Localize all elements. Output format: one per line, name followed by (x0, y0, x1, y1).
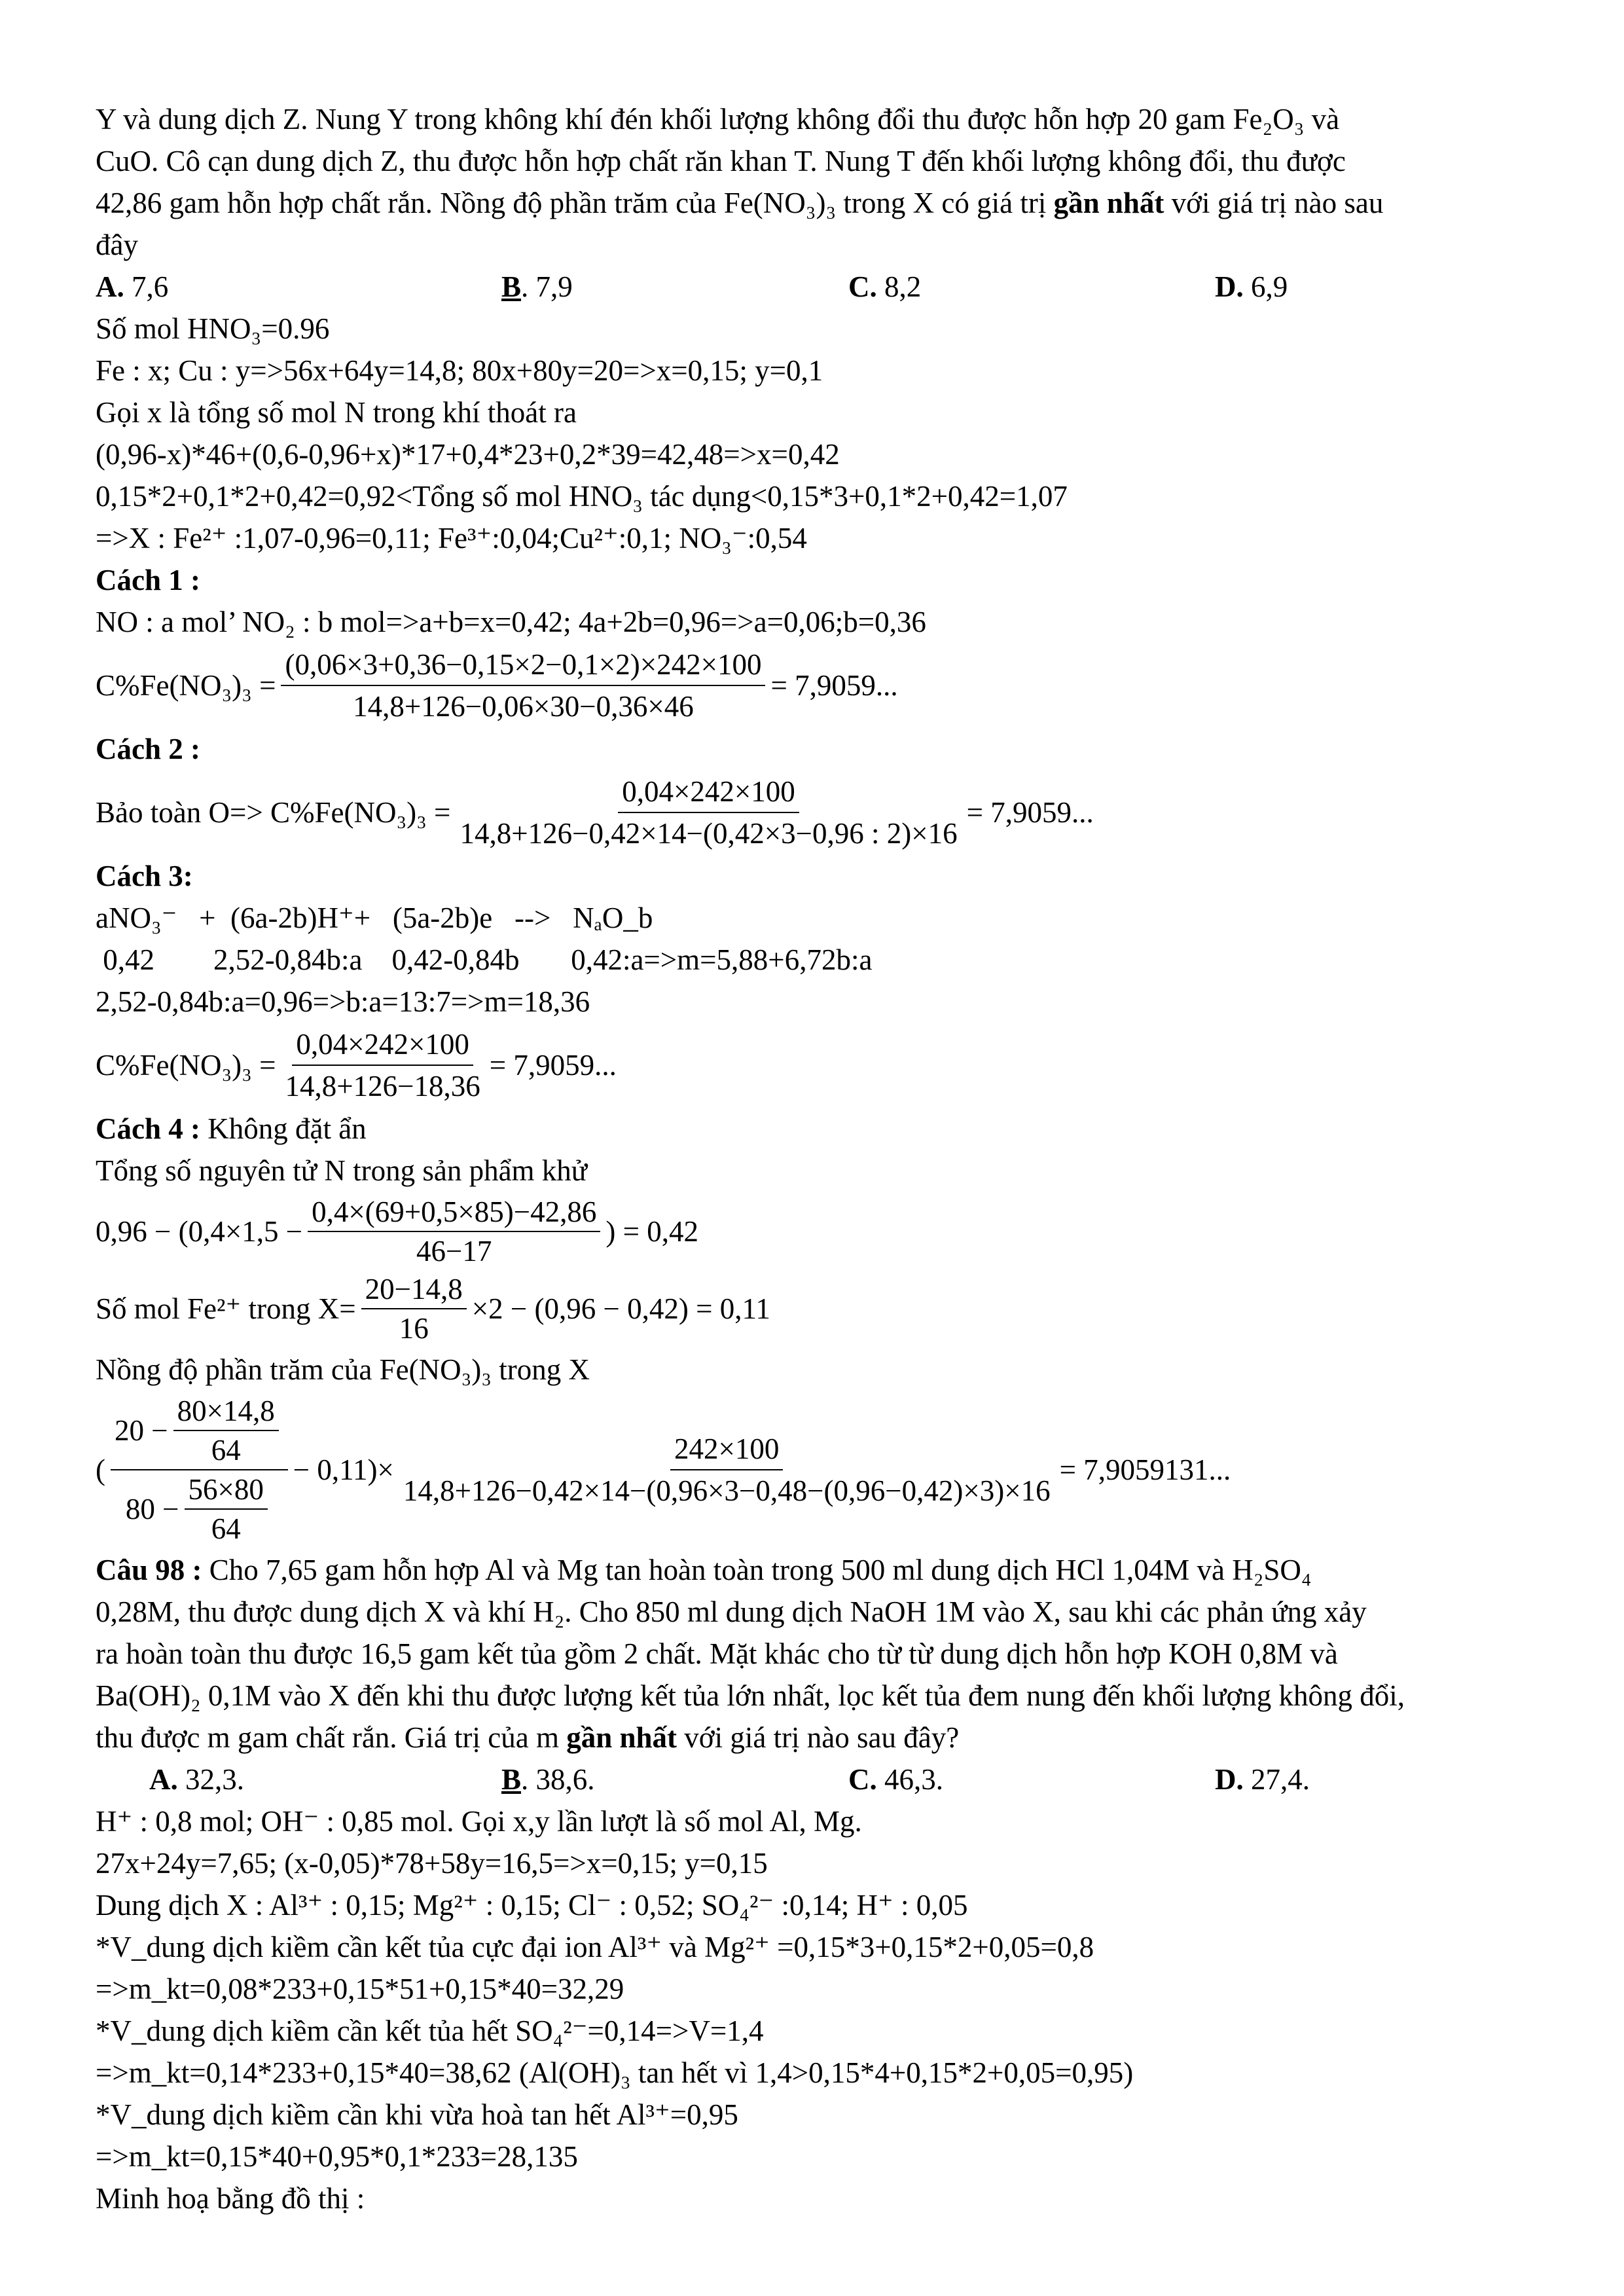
question-97-text: 42,86 gam hỗn hợp chất rắn. Nồng độ phần trăm của Fe(NO₃)₃ trong X có giá trị (96, 187, 1054, 219)
fraction (308, 1194, 600, 1269)
emphasis-gan-nhat: gần nhất (1053, 187, 1164, 219)
question-98-text-line-4: Ba(OH)₂ 0,1M vào X đến khi thu được lượng kết tủa lớn nhất, lọc kết tủa đem nung đến khối lượng không đổi, (96, 1679, 1405, 1712)
term: 20 − (115, 1414, 168, 1447)
equation-lhs: C%Fe(NO₃)₃ = (96, 669, 276, 702)
option-c (848, 266, 1215, 308)
question-97-text-line-4: đây (96, 228, 138, 261)
equation-result: = 7,9059131... (1059, 1453, 1231, 1486)
method-title: Cách 3: (96, 860, 193, 892)
option-d (1215, 1758, 1477, 1800)
option-value: 46,3. (876, 1763, 943, 1796)
denominator: 16 (399, 1312, 429, 1345)
fraction (456, 773, 961, 852)
solution-line: Fe : x; Cu : y=>56x+64y=14,8; 80x+80y=20=>x=0,15; y=0,1 (96, 354, 823, 387)
method-title: Cách 4 : (96, 1112, 200, 1145)
solution-line: Số mol HNO₃=0.96 (96, 312, 330, 345)
option-d (1215, 266, 1477, 308)
solution-line: =>m_kt=0,14*233+0,15*40=38,62 (Al(OH)₃ tan hết vì 1,4>0,15*4+0,15*2+0,05=0,95) (96, 2056, 1134, 2089)
solution-line: Gọi x là tổng số mol N trong khí thoát ra (96, 396, 577, 429)
question-98-text-line-1 (96, 1549, 1555, 1591)
question-97-text-line-1: Y và dung dịch Z. Nung Y trong không khí đén khối lượng không đổi thu được hỗn hợp 20 gam Fe₂O₃ và (96, 103, 1340, 136)
equation-lhs: 0,96 − (0,4×1,5 − (96, 1215, 303, 1248)
solution-line: *V_dung dịch kiềm cần kết tủa hết SO₄²⁻=0,14=>V=1,4 (96, 2014, 764, 2047)
method-subtitle: Không đặt ẩn (200, 1112, 367, 1145)
numerator: 0,4×(69+0,5×85)−42,86 (308, 1194, 600, 1232)
equation-method-1 (96, 646, 1555, 725)
emphasis-gan-nhat: gần nhất (566, 1721, 677, 1754)
question-97-text: với giá trị nào sau (1164, 187, 1384, 219)
option-letter-correct: B (501, 270, 522, 303)
option-letter: A. (149, 1763, 178, 1796)
option-letter: C. (848, 270, 877, 303)
method-3-heading (96, 855, 1555, 897)
solution-line: *V_dung dịch kiềm cần kết tủa cực đại ion Al³⁺ và Mg²⁺ =0,15*3+0,15*2+0,05=0,8 (96, 1931, 1094, 1963)
question-97-text-line-2: CuO. Cô cạn dung dịch Z, thu được hỗn hợp chất răn khan T. Nung T đến khối lượng không đổi, thu được (96, 145, 1346, 177)
option-value: 32,3. (177, 1763, 244, 1796)
compound-numerator (111, 1393, 288, 1470)
equation-method-4-fe (96, 1271, 1555, 1346)
question-98-text: thu được m gam chất rắn. Giá trị của m (96, 1721, 567, 1754)
method-title: Cách 2 : (96, 733, 200, 765)
equation-method-2 (96, 773, 1555, 852)
option-value: 27,4. (1243, 1763, 1310, 1796)
question-98-text: Cho 7,65 gam hỗn hợp Al và Mg tan hoàn toàn trong 500 ml dung dịch HCl 1,04M và H₂SO₄ (202, 1554, 1312, 1586)
numerator: 20−14,8 (361, 1271, 467, 1309)
numerator: 56×80 (185, 1472, 268, 1510)
solution-line: =>m_kt=0,15*40+0,95*0,1*233=28,135 (96, 2140, 578, 2173)
solution-line: NO : a mol’ NO₂ : b mol=>a+b=x=0,42; 4a+2b=0,96=>a=0,06;b=0,36 (96, 606, 926, 638)
solution-line: Nồng độ phần trăm của Fe(NO₃)₃ trong X (96, 1353, 590, 1386)
solution-line: Tổng số nguyên tử N trong sản phẩm khử (96, 1154, 588, 1187)
reaction-values-line: 0,42 2,52-0,84b:a 0,42-0,84b 0,42:a=>m=5,88+6,72b:a (96, 943, 873, 976)
option-value: 7,6 (124, 270, 169, 303)
option-value: . 38,6. (521, 1763, 595, 1796)
numerator: (0,06×3+0,36−0,15×2−0,1×2)×242×100 (281, 646, 765, 686)
answer-options-97 (96, 266, 1555, 308)
numerator: 0,04×242×100 (292, 1025, 473, 1066)
option-a (96, 266, 501, 308)
solution-line: H⁺ : 0,8 mol; OH⁻ : 0,85 mol. Gọi x,y lần lượt là số mol Al, Mg. (96, 1805, 862, 1838)
equation-result: = 7,9059... (966, 796, 1094, 829)
solution-line: 0,15*2+0,1*2+0,42=0,92<Tổng số mol HNO₃ tác dụng<0,15*3+0,1*2+0,42=1,07 (96, 480, 1068, 513)
answer-options-98 (96, 1758, 1555, 1800)
option-letter: C. (848, 1763, 877, 1796)
option-b (501, 266, 848, 308)
solution-line: Minh hoạ bằng đồ thị : (96, 2182, 365, 2215)
option-letter-correct: B (501, 1763, 522, 1796)
method-1-heading (96, 559, 1555, 601)
solution-line: Dung dịch X : Al³⁺ : 0,15; Mg²⁺ : 0,15; Cl⁻ : 0,52; SO₄²⁻ :0,14; H⁺ : 0,05 (96, 1889, 968, 1922)
denominator: 14,8+126−18,36 (285, 1070, 480, 1102)
equation-method-3 (96, 1025, 1555, 1105)
numerator: 242×100 (670, 1430, 783, 1470)
question-98-text-line-3: ra hoàn toàn thu được 16,5 gam kết tủa gồm 2 chất. Mặt khác cho từ từ dung dịch hỗn hợp KOH 0,8M và (96, 1637, 1338, 1670)
equation-lhs: Số mol Fe²⁺ trong X= (96, 1292, 356, 1325)
solution-line: 2,52-0,84b:a=0,96=>b:a=13:7=>m=18,36 (96, 985, 590, 1018)
option-letter: A. (96, 270, 124, 303)
option-value: 6,9 (1243, 270, 1288, 303)
fraction (281, 1025, 484, 1105)
solution-line: =>X : Fe²⁺ :1,07-0,96=0,11; Fe³⁺:0,04;Cu²⁺:0,1; NO₃⁻:0,54 (96, 522, 807, 555)
equation-lhs: C%Fe(NO₃)₃ = (96, 1049, 276, 1082)
method-title: Cách 1 : (96, 564, 200, 596)
denominator: 64 (211, 1434, 241, 1467)
question-number: Câu 98 : (96, 1554, 202, 1586)
fraction (399, 1430, 1055, 1510)
equation-result: = 7,9059... (770, 669, 898, 702)
question-98-text: với giá trị nào sau đây? (677, 1721, 960, 1754)
denominator: 14,8+126−0,42×14−(0,42×3−0,96 : 2)×16 (460, 817, 958, 850)
method-4-heading (96, 1108, 1555, 1150)
question-97-text-line-3 (96, 182, 1555, 224)
equation-result: ) = 0,42 (605, 1215, 698, 1248)
method-2-heading (96, 728, 1555, 770)
denominator: 14,8+126−0,42×14−(0,96×3−0,48−(0,96−0,42)×3)×16 (403, 1474, 1051, 1507)
equation-result: ×2 − (0,96 − 0,42) = 0,11 (471, 1292, 770, 1325)
option-letter: D. (1215, 1763, 1244, 1796)
fraction (361, 1271, 467, 1346)
document-page (96, 98, 1555, 2219)
numerator: 0,04×242×100 (618, 773, 799, 813)
option-value: 8,2 (876, 270, 922, 303)
compound-denominator (122, 1470, 277, 1546)
option-c (848, 1758, 1215, 1800)
term: − 0,11)× (293, 1453, 394, 1486)
option-value: . 7,9 (521, 270, 573, 303)
term: 80 − (125, 1493, 179, 1525)
numerator: 80×14,8 (173, 1393, 279, 1431)
fraction (281, 646, 765, 725)
solution-line: =>m_kt=0,08*233+0,15*51+0,15*40=32,29 (96, 1973, 624, 2005)
denominator: 46−17 (416, 1235, 492, 1267)
option-a (149, 1758, 501, 1800)
open-paren: ( (96, 1453, 105, 1486)
equation-method-4-n (96, 1194, 1555, 1269)
equation-result: = 7,9059... (489, 1049, 617, 1082)
denominator: 14,8+126−0,06×30−0,36×46 (353, 690, 694, 723)
solution-line: (0,96-x)*46+(0,6-0,96+x)*17+0,4*23+0,2*39=42,48=>x=0,42 (96, 438, 840, 471)
solution-line: *V_dung dịch kiềm cần khi vừa hoà tan hết Al³⁺=0,95 (96, 2098, 738, 2131)
solution-line: 27x+24y=7,65; (x-0,05)*78+58y=16,5=>x=0,15; y=0,15 (96, 1847, 768, 1880)
equation-method-4-percent (96, 1393, 1555, 1546)
denominator: 64 (211, 1512, 241, 1545)
fraction (173, 1393, 279, 1468)
reaction-line: aNO₃⁻ + (6a-2b)H⁺+ (5a-2b)e --> NₐO_b (96, 902, 653, 934)
question-98-text-line-2: 0,28M, thu được dung dịch X và khí H₂. Cho 850 ml dung dịch NaOH 1M vào X, sau khi các phản ứng xảy (96, 1595, 1367, 1628)
option-letter: D. (1215, 270, 1244, 303)
compound-fraction (111, 1393, 288, 1546)
fraction (185, 1472, 268, 1546)
question-98-text-line-5 (96, 1717, 1555, 1758)
option-b (501, 1758, 848, 1800)
equation-lhs: Bảo toàn O=> C%Fe(NO₃)₃ = (96, 796, 451, 829)
